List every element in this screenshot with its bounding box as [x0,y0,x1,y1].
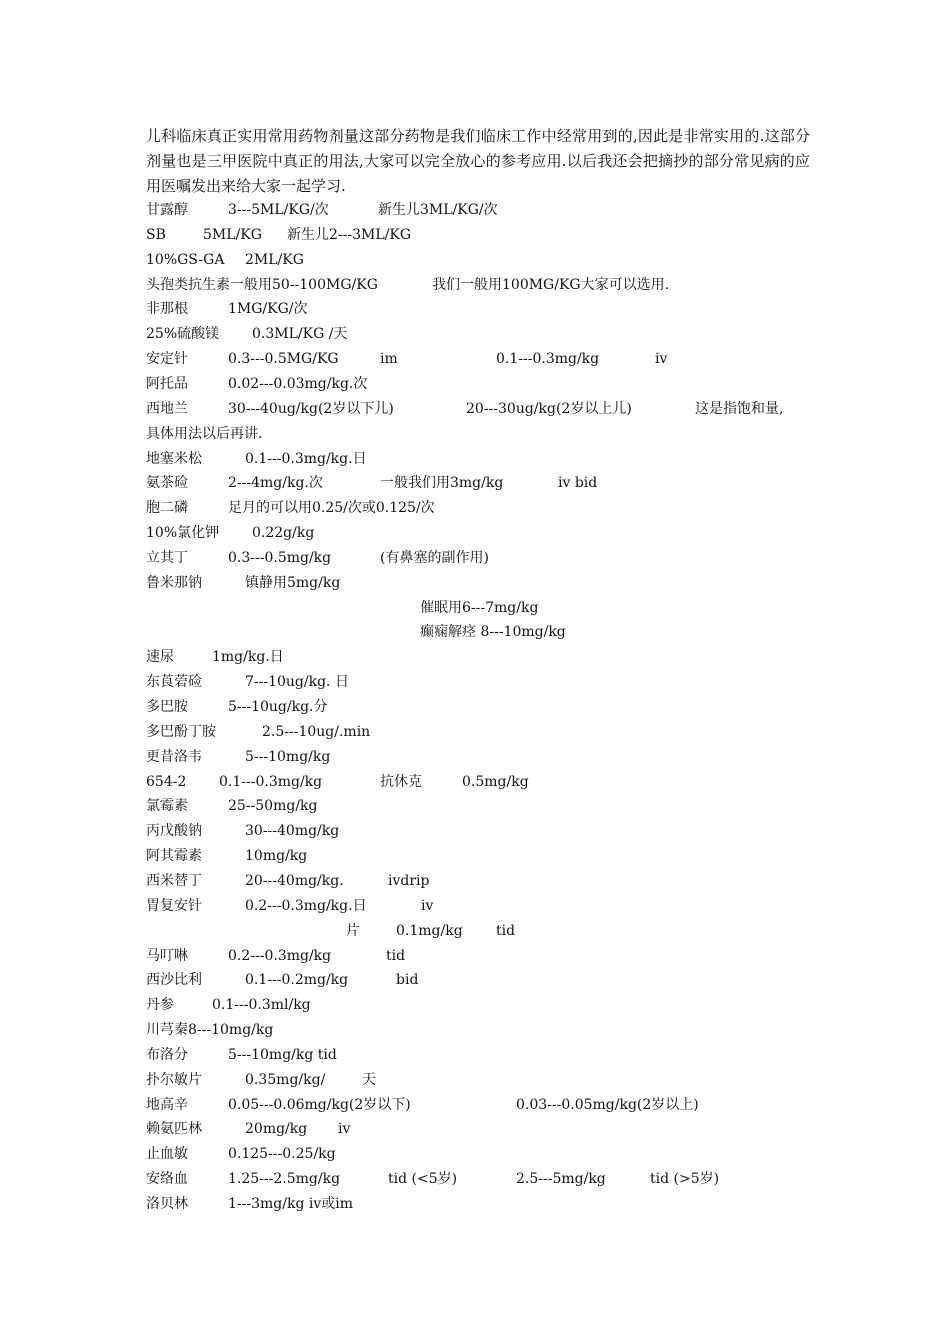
dosage-text: 0.5mg/kg [462,773,529,790]
dosage-text: tid [496,922,516,939]
dosage-text: 5---10ug/kg.分 [228,699,328,715]
dosage-text: 0.05---0.06mg/kg(2岁以下) [228,1096,411,1113]
dosage-line [0,347,950,372]
drug-name: 西地兰 [146,400,188,417]
dosage-line [0,844,950,869]
dosage-text: tid (>5岁) [650,1171,720,1188]
dosage-line [0,198,950,223]
drug-name: 洛贝林 [146,1196,188,1212]
dosage-text: 30---40ug/kg(2岁以下儿) [228,400,394,417]
drug-name: 止血敏 [146,1146,188,1163]
dosage-line [0,745,950,770]
dosage-text: 我们一般用100MG/KG大家可以选用. [432,276,670,293]
dosage-line [0,919,950,944]
dosage-line [0,297,950,322]
dosage-text: 7---10ug/kg. 日 [245,674,349,691]
drug-name: 布洛分 [146,1046,188,1063]
dosage-line [0,770,950,795]
dosage-line [0,968,950,993]
dosage-text: iv bid [558,475,598,492]
dosage-text: 5---10mg/kg tid [228,1046,337,1063]
drug-name: 氯霉素 [146,798,188,815]
dosage-line [0,1093,950,1118]
dosage-line [0,223,950,248]
dosage-text: 20---40mg/kg. [245,872,344,889]
dosage-text: iv [338,1121,351,1138]
dosage-line [0,1068,950,1093]
dosage-text: 0.1---0.2mg/kg [245,972,349,989]
dosage-text: 0.1---0.3ml/kg [212,997,311,1014]
drug-name: 鲁米那钠 [146,574,202,591]
dosage-line [0,496,950,521]
dosage-line [0,894,950,919]
drug-name: 非那根 [146,301,188,318]
dosage-text: 1---3mg/kg iv或im [228,1196,353,1212]
dosage-text: 一般我们用3mg/kg [380,475,504,492]
drug-name: 多巴胺 [146,699,188,715]
dosage-text: 2ML/KG [245,251,304,268]
dosage-line [0,1192,950,1217]
dosage-text: 天 [362,1071,376,1088]
dosage-text: iv [421,897,434,914]
drug-name: 立其丁 [146,549,188,566]
dosage-text: 足月的可以用0.25/次或0.125/次 [228,500,435,517]
drug-name: 654-2 [146,773,187,790]
dosage-text: ivdrip [388,872,430,889]
dosage-text: 1MG/KG/次 [228,301,308,318]
dosage-line [0,720,950,745]
dosage-line [0,670,950,695]
dosage-text: 5ML/KG [203,226,262,243]
dosage-text: 0.02---0.03mg/kg.次 [228,375,368,392]
dosage-text: 20mg/kg [245,1121,308,1138]
dosage-text: iv [655,351,668,368]
drug-name: 催眠用6---7mg/kg [420,599,539,616]
dosage-line [0,397,950,422]
dosage-text: 0.2---0.3mg/kg [228,947,332,964]
drug-name: 头孢类抗生素一般用50--100MG/KG [146,276,378,293]
drug-name: 西沙比利 [146,972,202,989]
dosage-text: 0.3ML/KG /天 [252,326,348,343]
dosage-line [0,1018,950,1043]
drug-name: 10%氯化钾 [146,525,220,542]
drug-name: 阿其霉素 [146,848,202,865]
dosage-text: 1mg/kg.日 [212,649,284,666]
dosage-line [0,322,950,347]
dosage-line [0,372,950,397]
dosage-text: 25--50mg/kg [228,798,318,815]
dosage-line [0,521,950,546]
dosage-line [0,1117,950,1142]
dosage-line [0,620,950,645]
drug-name: 扑尔敏片 [146,1071,202,1088]
dosage-text: (有鼻塞的副作用) [380,549,489,566]
dosage-line [0,1142,950,1167]
drug-name: 赖氨匹林 [146,1121,202,1138]
dosage-text: 0.1---0.3mg/kg.日 [245,450,367,467]
intro-paragraph: 儿科临床真正实用常用药物剂量这部分药物是我们临床工作中经常用到的,因此是非常实用的.这部分剂量也是三甲医院中真正的用法,大家可以完全放心的参考应用.以后我还会把摘抄的部分常见病的应用医嘱发出来给大家一起学习. [146,127,810,195]
drug-name: 西米替丁 [146,872,202,889]
dosage-text: 2.5---10ug/.min [262,723,371,740]
dosage-text: 新生儿3ML/KG/次 [378,202,498,218]
dosage-line [0,273,950,298]
dosage-text: 30---40mg/kg [245,823,340,840]
drug-name: 丙戊酸钠 [146,823,202,840]
dosage-text: 3---5ML/KG/次 [228,202,329,218]
drug-name: 更昔洛韦 [146,748,202,765]
dosage-line [0,471,950,496]
dosage-line [0,794,950,819]
drug-name: 片 [346,922,360,939]
drug-name: 川芎秦8---10mg/kg [146,1022,274,1039]
drug-name: 安络血 [146,1171,188,1188]
dosage-text: 5---10mg/kg [245,748,331,765]
drug-name: 甘露醇 [146,202,188,218]
dosage-line [0,944,950,969]
dosage-text: 2---4mg/kg.次 [228,475,323,492]
dosage-line [0,596,950,621]
drug-name: 胞二磷 [146,500,188,517]
dosage-text: 0.1mg/kg [396,922,463,939]
drug-name: 速尿 [146,649,174,666]
dosage-line [0,869,950,894]
dosage-text: 0.3---0.5MG/KG [228,351,339,368]
drug-name: 马叮啉 [146,947,188,964]
dosage-text: 0.125---0.25/kg [228,1146,336,1163]
dosage-text: 0.3---0.5mg/kg [228,549,332,566]
dosage-text: 新生儿2---3ML/KG [287,226,411,243]
dosage-text: 镇静用5mg/kg [245,574,341,591]
drug-name: 癫痫解痉 8---10mg/kg [420,624,566,641]
dosage-text: 0.1---0.3mg/kg [219,773,323,790]
dosage-line [0,695,950,720]
dosage-line [0,993,950,1018]
dosage-line [0,422,950,447]
drug-name: 10%GS-GA [146,251,225,268]
dosage-line [0,645,950,670]
drug-name: 氨茶硷 [146,475,188,492]
drug-name: 胃复安针 [146,897,202,914]
drug-name: 丹参 [146,997,174,1014]
drug-name: 东莨菪硷 [146,674,202,691]
dosage-line [0,571,950,596]
drug-name: 阿托品 [146,375,188,392]
dosage-text: 这是指饱和量, [695,400,784,417]
dosage-text: 2.5---5mg/kg [516,1171,606,1188]
dosage-text: 10mg/kg [245,848,308,865]
dosage-text: 抗休克 [380,773,422,790]
dosage-text: 20---30ug/kg(2岁以上儿) [466,400,632,417]
drug-name: 多巴酚丁胺 [146,723,216,740]
drug-name: 安定针 [146,351,188,368]
dosage-text: 1.25---2.5mg/kg [228,1171,341,1188]
drug-name: 地塞米松 [146,450,202,467]
dosage-text: tid [386,947,406,964]
dosage-text: 0.2---0.3mg/kg.日 [245,897,367,914]
dosage-text: 0.35mg/kg/ [245,1071,326,1088]
drug-name: 地高辛 [146,1096,188,1113]
drug-name: SB [146,226,166,243]
dosage-line [0,1167,950,1192]
dosage-line [0,546,950,571]
dosage-line [0,447,950,472]
dosage-text: bid [396,972,419,989]
drug-name: 具体用法以后再讲. [146,425,263,442]
dosage-text: 0.22g/kg [252,525,315,542]
dosage-text: 0.03---0.05mg/kg(2岁以上) [516,1096,699,1113]
dosage-line [0,248,950,273]
dosage-text: im [380,351,398,368]
dosage-text: 0.1---0.3mg/kg [496,351,600,368]
dosage-text: tid (<5岁) [388,1171,458,1188]
drug-name: 25%硫酸镁 [146,326,220,343]
dosage-line [0,1043,950,1068]
dosage-line [0,819,950,844]
